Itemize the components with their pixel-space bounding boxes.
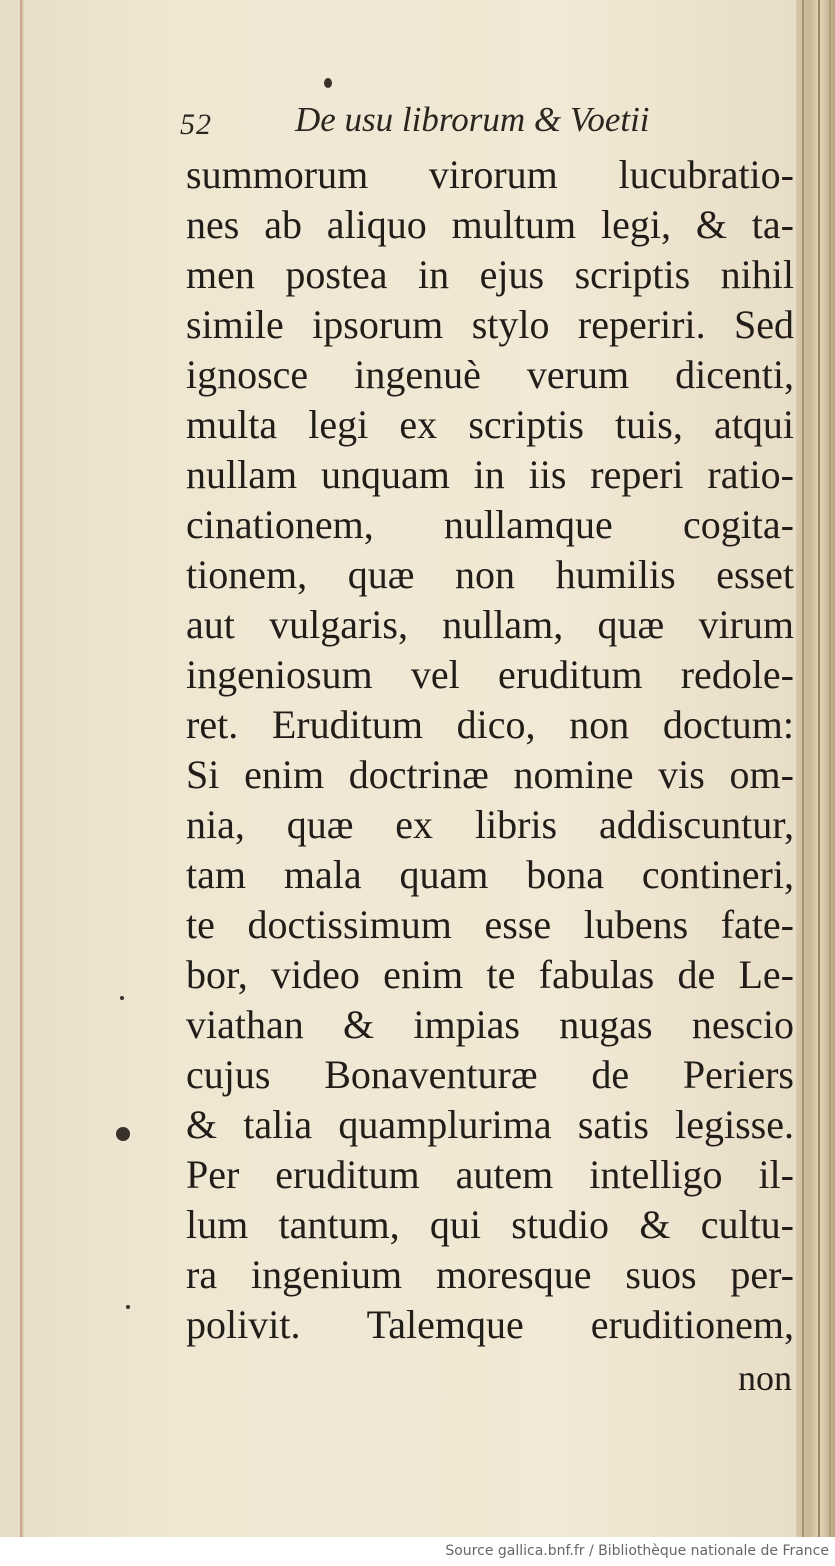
- running-title: De usu librorum & Voetii: [295, 100, 650, 139]
- text-line: ingeniosum vel eruditum redole-: [186, 652, 794, 697]
- fore-edge-line: [829, 0, 831, 1537]
- body-text: [186, 150, 794, 1350]
- text-line: summorum virorum lucubratio-: [186, 152, 794, 197]
- text-line: bor, video enim te fabulas de Le-: [186, 952, 794, 997]
- text-line: tionem, quæ non humilis esset: [186, 552, 794, 597]
- fore-edge-line: [802, 0, 804, 1537]
- text-line: simile ipsorum stylo reperiri. Sed: [186, 302, 794, 347]
- text-line: & talia quamplurima satis legisse.: [186, 1102, 794, 1147]
- text-line: Si enim doctrinæ nomine vis om-: [186, 752, 794, 797]
- fore-edge-line: [818, 0, 820, 1537]
- text-line: viathan & impias nugas nescio: [186, 1002, 794, 1047]
- text-line: nullam unquam in iis reperi ratio-: [186, 452, 794, 497]
- text-line: ignosce ingenuè verum dicenti,: [186, 352, 794, 397]
- text-line: cujus Bonaventuræ de Periers: [186, 1052, 794, 1097]
- text-line: aut vulgaris, nullam, quæ virum: [186, 602, 794, 647]
- page-number: 52: [180, 108, 212, 141]
- source-credit: Source gallica.bnf.fr / Bibliothèque nationale de France: [445, 1543, 829, 1559]
- text-line: nia, quæ ex libris addiscuntur,: [186, 802, 794, 847]
- text-line: nes ab aliquo multum legi, & ta-: [186, 202, 794, 247]
- ink-speck: [120, 996, 124, 1000]
- text-line: men postea in ejus scriptis nihil: [186, 252, 794, 297]
- page-header: [180, 100, 740, 150]
- text-line: tam mala quam bona contineri,: [186, 852, 794, 897]
- text-line: te doctissimum esse lubens fate-: [186, 902, 794, 947]
- text-line: polivit. Talemque eruditionem,: [186, 1302, 794, 1347]
- text-line: multa legi ex scriptis tuis, atqui: [186, 402, 794, 447]
- ink-speck: [116, 1127, 130, 1141]
- text-line: lum tantum, qui studio & cultu-: [186, 1202, 794, 1247]
- text-line: ret. Eruditum dico, non doctum:: [186, 702, 794, 747]
- text-line: cinationem, nullamque cogita-: [186, 502, 794, 547]
- source-footer: [0, 1537, 835, 1566]
- text-line: Per eruditum autem intelligo il-: [186, 1152, 794, 1197]
- ink-speck: [324, 78, 332, 88]
- text-line: ra ingenium moresque suos per-: [186, 1252, 794, 1297]
- ink-speck: [126, 1305, 130, 1309]
- catchword: non: [738, 1358, 792, 1398]
- book-fore-edge: [796, 0, 835, 1537]
